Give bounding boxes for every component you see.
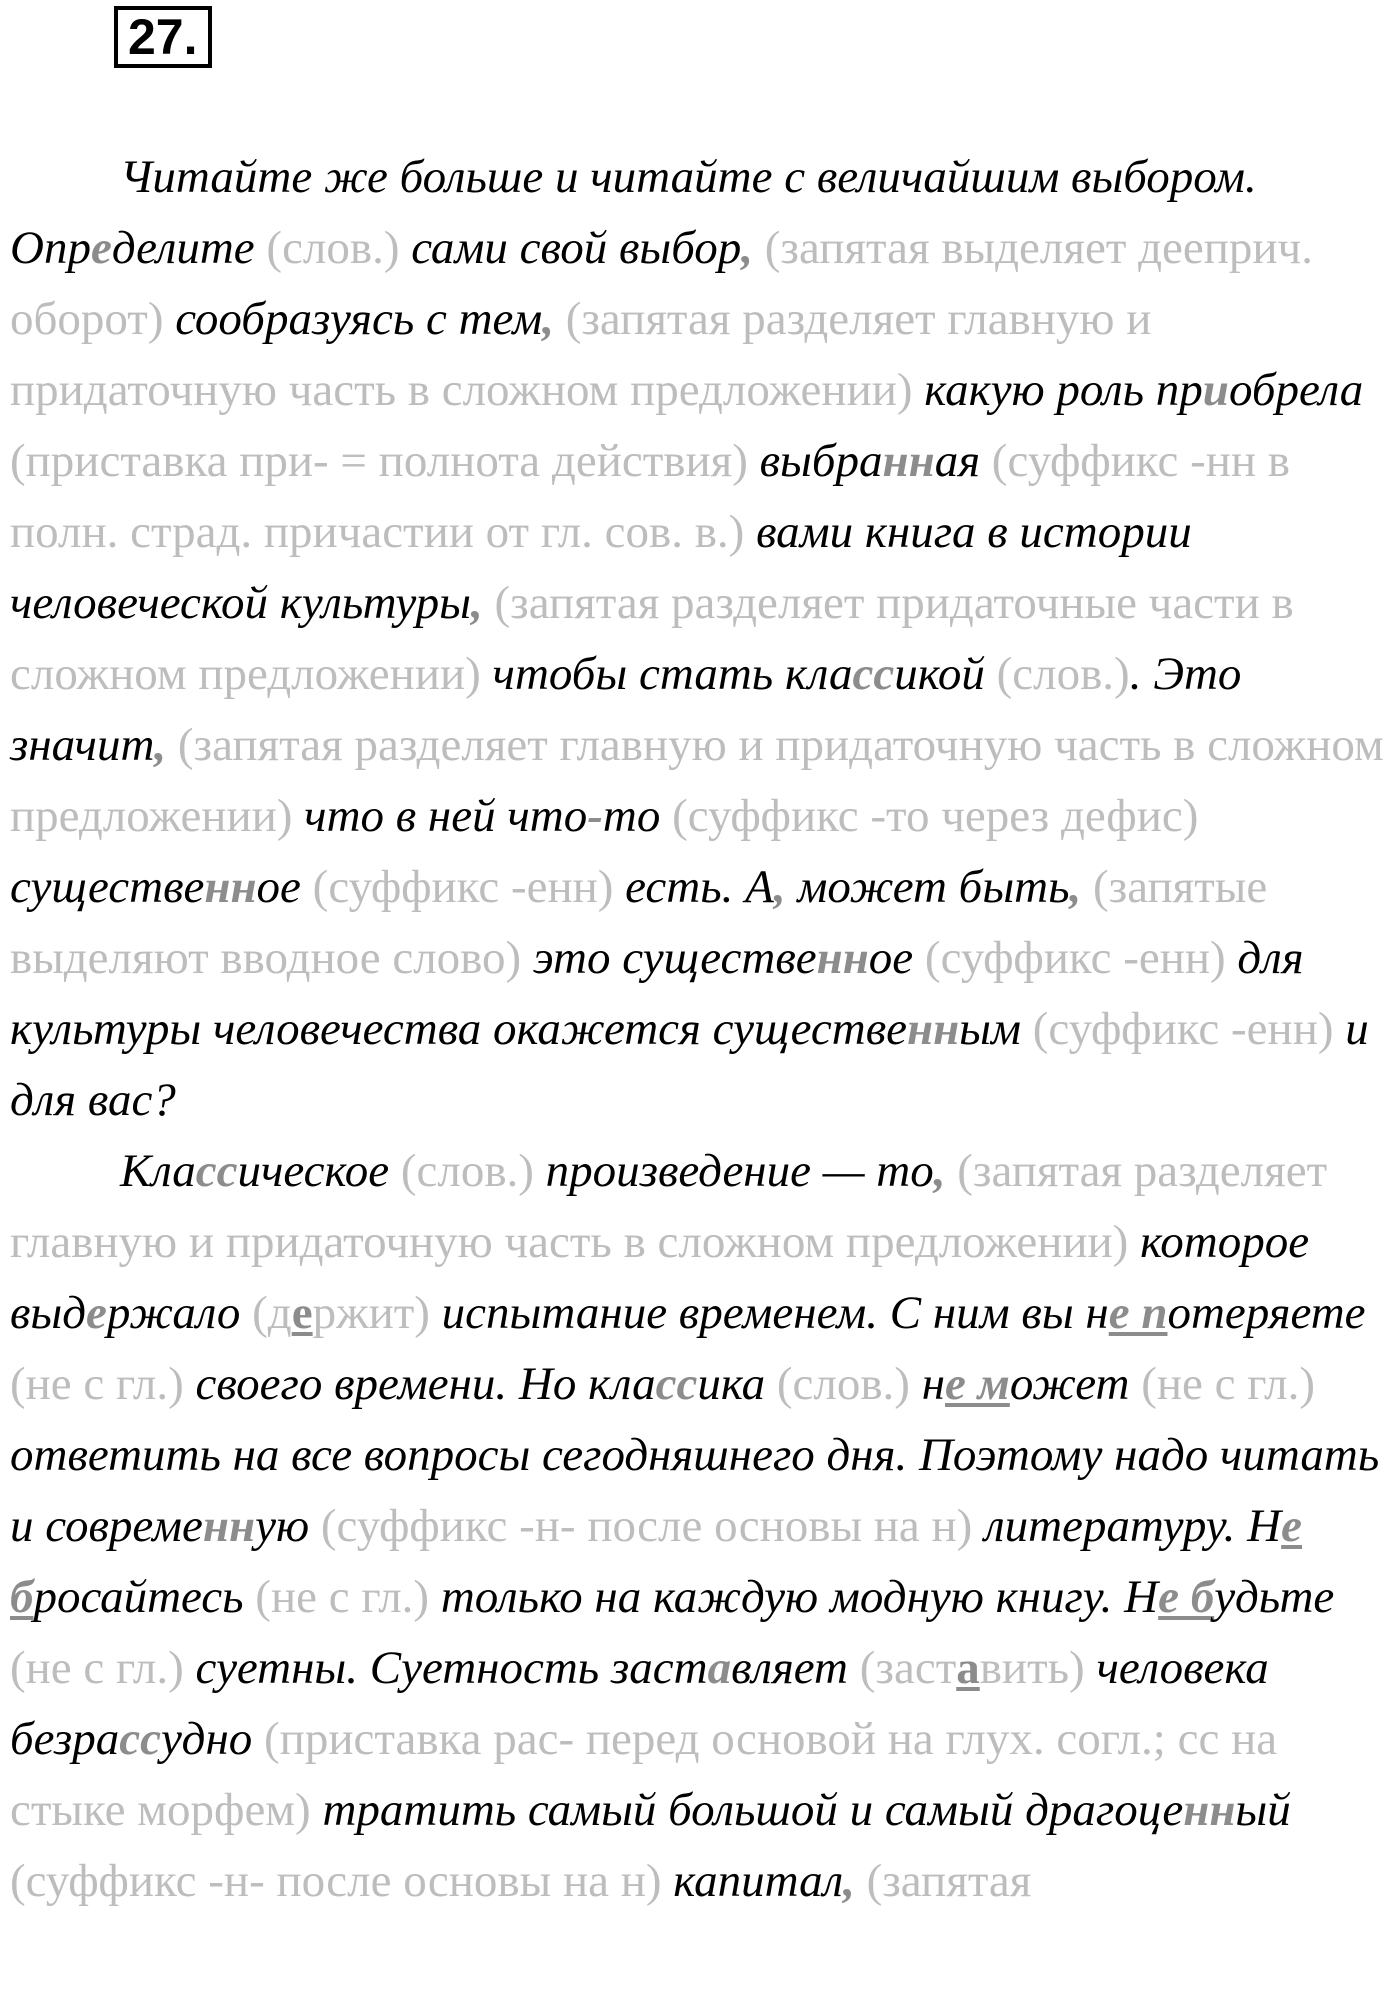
explanation-note: (суффикс -нн в полн. страд. причастии от гл. сов. в.) [10,435,1290,558]
highlighted-letter: сс [852,648,895,700]
text-run: литературу. Н [972,1500,1282,1552]
text-run: тратить самый большой и самый драгоце [310,1784,1184,1836]
text-run: росайтесь [33,1571,256,1623]
text-run: икой [894,648,997,700]
explanation-note: (не с гл.) [10,1358,184,1410]
highlighted-letter: е п [1108,1287,1168,1339]
highlighted-letter: е [86,1287,107,1339]
text-run: ожет [1009,1358,1142,1410]
text-run: ым [959,1003,1033,1055]
text-run: ый [1235,1784,1291,1836]
text-run: вами книга в истории человеческой культуры [10,506,1192,629]
text-run [753,222,765,274]
highlighted-punctuation: , [1069,861,1082,913]
text-run: произведение — то [533,1145,934,1197]
text-run: . Это значит [10,648,1242,771]
text-run: ржало [106,1287,253,1339]
text-run: отеряете [1167,1287,1366,1339]
explanation-note: (слов.) [996,648,1130,700]
highlighted-punctuation: - [587,790,603,842]
highlighted-letter: сс [195,1145,238,1197]
text-run: удно [160,1713,265,1765]
text-run: ую [255,1500,321,1552]
explanation-note: (суффикс -н- после основы на н) [320,1500,973,1552]
text-run: то [602,790,673,842]
highlighted-punctuation: , [154,719,167,771]
paragraph-1 [10,142,1395,1136]
text-run: для культуры человечества окажется существе [10,932,1304,1055]
highlighted-letter: е б [1158,1571,1215,1623]
text-run [945,1145,957,1197]
text-run: капитал [661,1855,844,1907]
text-run [166,719,178,771]
text-run [855,1855,867,1907]
explanation-note: (слов.) [776,1358,910,1410]
explanation-note: ржит) [312,1287,430,1339]
text-run: Читайте же больше и читайте с величайшим выбором. Опр [10,151,1257,274]
highlighted-letter: а [707,1642,732,1694]
text-run: сами свой выбор [399,222,742,274]
highlighted-punctuation: , [773,861,786,913]
text-run: Кла [120,1145,196,1197]
explanation-note: (суффикс -енн) [924,932,1226,984]
text-run: ое [868,932,925,984]
explanation-note: (приставка рас- перед основой на глух. согл.; сс на стыке морфем) [10,1713,1278,1836]
text-run: ое [256,861,313,913]
highlighted-letter: е [90,222,112,274]
explanation-note: (суффикс -то через дефис) [672,790,1199,842]
text-run [554,293,566,345]
explanation-note: (запятая выделяет дееприч. оборот) [10,222,1313,345]
explanation-note: (запятая разделяет главную и придаточную часть в сложном предложении) [10,293,1152,416]
explanation-note: (запятая разделяет главную и придаточную часть в сложном предложении) [10,1145,1328,1268]
text-run: может быть [785,861,1070,913]
text-run: ответить на все вопросы сегодняшнего дня. Поэтому надо читать и совреме [10,1429,1380,1552]
text-run: ика [697,1358,777,1410]
explanation-note: (запятая разделяет придаточные части в сложном предложении) [10,577,1294,700]
text-run: человека безра [10,1642,1269,1765]
highlighted-letter: нн [816,932,869,984]
text-run: только на каждую модную книгу. Н [429,1571,1159,1623]
text-run: удьте [1214,1571,1335,1623]
exercise-text [10,142,1395,1917]
exercise-number: 27. [114,6,212,68]
highlighted-letter: е б [10,1500,1303,1623]
text-run: своего времени. Но кла [183,1358,656,1410]
explanation-note: (суффикс -енн) [1032,1003,1334,1055]
text-run: ическое [237,1145,401,1197]
highlighted-letter: нн [1183,1784,1236,1836]
highlighted-punctuation: , [933,1145,946,1197]
highlighted-letter: сс [119,1713,161,1765]
explanation-note: (слов.) [400,1145,534,1197]
explanation-note: (запятые выделяют вводное слово) [10,861,1268,984]
text-run: существе [10,861,205,913]
explanation-note: (заст [859,1642,957,1694]
text-run: выбра [747,435,883,487]
text-run: чтобы стать кла [480,648,853,700]
explanation-note: (суффикс -енн) [312,861,614,913]
explanation-note: (запятая [866,1855,1032,1907]
text-run [483,577,495,629]
explanation-note: (не с гл.) [255,1571,430,1623]
explanation-note: вить) [979,1642,1085,1694]
explanation-note: (приставка при- = полнота действия) [10,435,748,487]
highlighted-letter: нн [202,1500,256,1552]
highlighted-letter: е [291,1287,313,1339]
text-run: что в ней что [292,790,588,842]
highlighted-letter: нн [204,861,257,913]
highlighted-letter: а [956,1642,980,1694]
highlighted-letter: нн [882,435,935,487]
highlighted-punctuation: , [843,1855,855,1907]
text-run: суетны. Суетность заст [183,1642,708,1694]
highlighted-letter: е м [945,1358,1010,1410]
highlighted-punctuation: , [542,293,554,345]
text-run: сообразуясь с тем [163,293,543,345]
text-run: вляет [731,1642,860,1694]
text-run: и для вас? [10,1003,1369,1126]
text-run: делите [111,222,267,274]
explanation-note: (слов.) [266,222,400,274]
explanation-note: (запятая разделяет главную и придаточную часть в сложном предложении) [10,719,1384,842]
explanation-note: (не с гл.) [10,1642,184,1694]
highlighted-punctuation: , [470,577,483,629]
highlighted-letter: нн [906,1003,960,1055]
text-run: какую роль пр [912,364,1203,416]
text-run [1081,861,1093,913]
text-run: обрела [1228,364,1364,416]
text-run: н [909,1358,946,1410]
explanation-note: (не с гл.) [1141,1358,1315,1410]
text-run: это существе [521,932,817,984]
text-run: ая [934,435,992,487]
explanation-note: (д [252,1287,292,1339]
text-run: испытание временем. С ним вы н [429,1287,1109,1339]
text-run: которое выд [10,1216,1310,1339]
paragraph-2 [10,1136,1395,1917]
highlighted-letter: сс [655,1358,698,1410]
highlighted-letter: и [1202,364,1229,416]
text-run: есть. А [613,861,774,913]
explanation-note: (суффикс -н- после основы на н) [10,1855,662,1907]
highlighted-punctuation: , [741,222,754,274]
